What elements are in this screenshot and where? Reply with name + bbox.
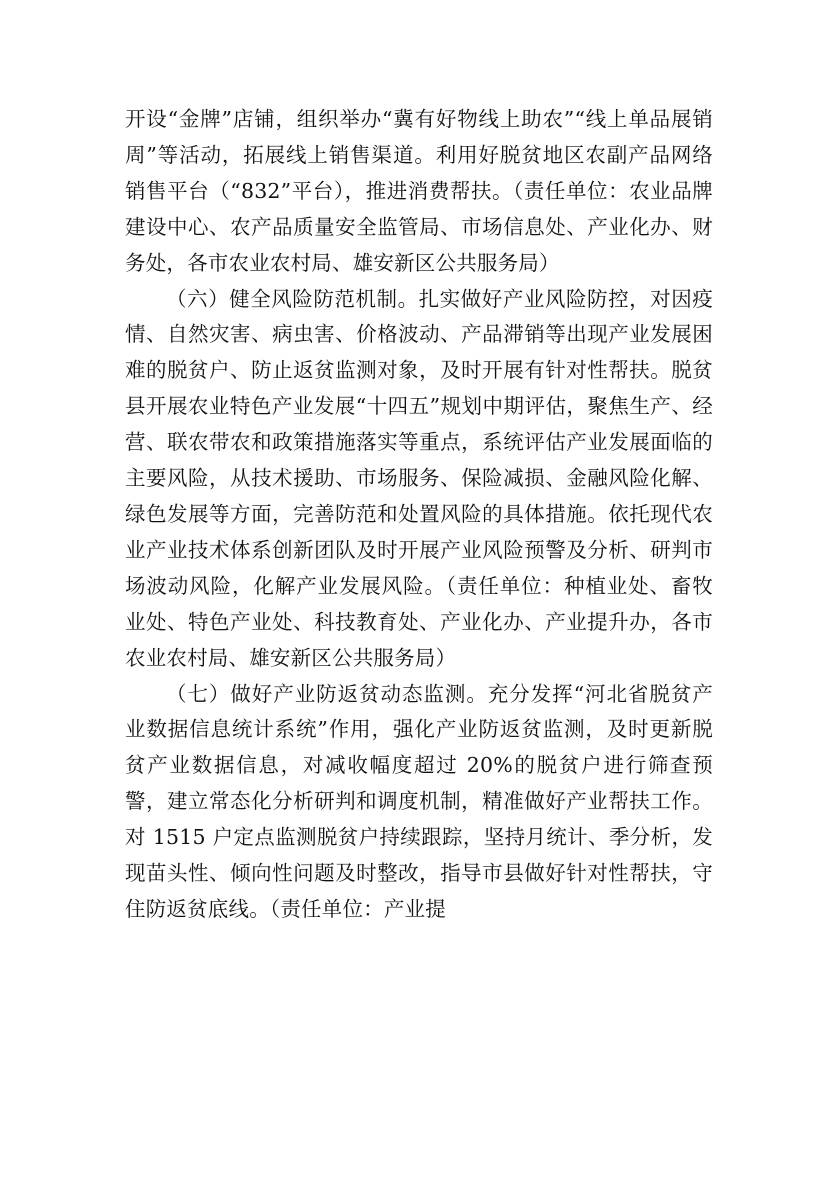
document-body	[125, 102, 713, 928]
paragraph-section-7: （七）做好产业防返贫动态监测。充分发挥“河北省脱贫产业数据信息统计系统”作用，强化产业防返贫监测，及时更新脱贫产业数据信息，对减收幅度超过 20%的脱贫户进行筛查预警，建立常态化分析研判和调度机制，精准做好产业帮扶工作。对 1515 户定点监测脱贫户持续跟踪，坚持月统计、季分析，发现苗头性、倾向性问题及时整改，指导市县做好针对性帮扶，守住防返贫底线。（责任单位：产业提	[125, 681, 713, 921]
paragraph-continuation: 开设“金牌”店铺，组织举办“冀有好物线上助农”“线上单品展销周”等活动，拓展线上销售渠道。利用好脱贫地区农副产品网络销售平台（“832”平台），推进消费帮扶。（责任单位：农业品牌建设中心、农产品质量安全监管局、市场信息处、产业化办、财务处，各市农业农村局、雄安新区公共服务局）	[125, 107, 713, 275]
paragraph-section-6: （六）健全风险防范机制。扎实做好产业风险防控，对因疫情、自然灾害、病虫害、价格波动、产品滞销等出现产业发展困难的脱贫户、防止返贫监测对象，及时开展有针对性帮扶。脱贫县开展农业特色产业发展“十四五”规划中期评估，聚焦生产、经营、联农带农和政策措施落实等重点，系统评估产业发展面临的主要风险，从技术援助、市场服务、保险减损、金融风险化解、绿色发展等方面，完善防范和处置风险的具体措施。依托现代农业产业技术体系创新团队及时开展产业风险预警及分析、研判市场波动风险，化解产业发展风险。（责任单位：种植业处、畜牧业处、特色产业处、科技教育处、产业化办、产业提升办，各市农业农村局、雄安新区公共服务局）	[125, 286, 713, 670]
